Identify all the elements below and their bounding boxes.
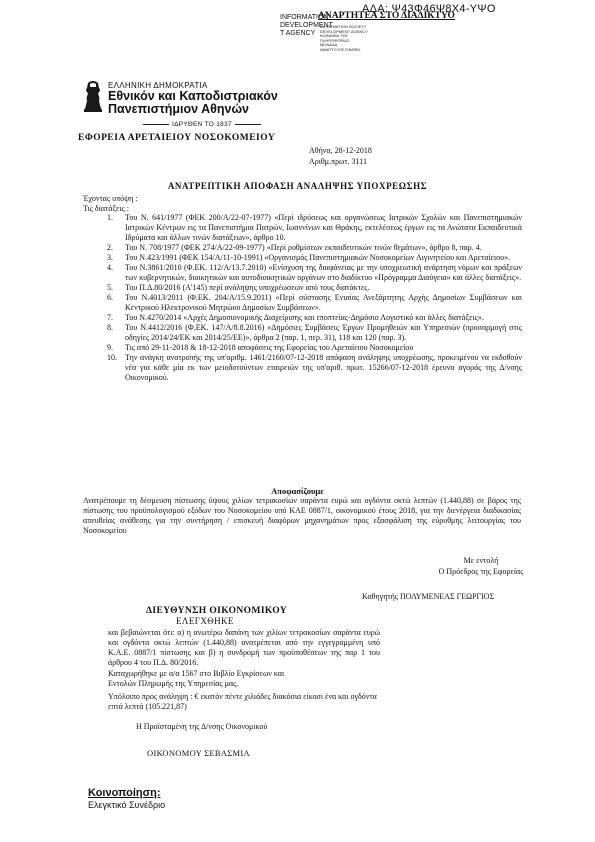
distribution-label: Κοινοποίηση:: [88, 787, 161, 799]
distribution-recipient: Ελεγκτικό Συνέδριο: [88, 800, 166, 810]
list-item: [107, 313, 522, 323]
ada-code: ΑΔΑ: Ψ43Φ46Ψ8Χ4-ΥΨΟ: [362, 3, 496, 15]
item-number: 9.: [107, 343, 113, 352]
item-number: 1.: [107, 213, 113, 222]
item-text: Του Ν. 708/1977 (ΦΕΚ 274/Α/22-09-1977) «Περί ρυθμίσεων εκπαιδευτικών τινών θεμάτων», άρθρο 8, παρ. 4.: [125, 243, 482, 252]
document-date: Αθήνα, 28-12-2018: [309, 146, 372, 155]
list-item: [107, 343, 522, 353]
item-text: Του Π.Δ.80/2016 (Α'145) περί ανάληψης υποχρέωσεων από τους διατάκτες.: [125, 283, 370, 292]
list-item: [107, 263, 522, 283]
checked-label: ΕΛΕΓΧΘΗΚΕ: [176, 616, 234, 626]
list-item: [107, 293, 522, 313]
list-item: [107, 253, 522, 263]
list-item: [107, 283, 522, 293]
item-number: 6.: [107, 293, 113, 302]
stamp-title: ΑΝΑΡΤΗΤΕΑ ΣΤΟ ΔΙΑΔΙΚΤΥΟ: [318, 11, 455, 21]
decision-heading: Αποφασίζουμε: [271, 486, 324, 496]
item-text: Του Ν.4412/2016 (Φ.ΕΚ. 147/Α/8.8.2016) «Δημόσιες Συμβάσεις Έργων Προμηθειών και Υπηρεσιών (προσαρμογή στις οδηγίες 2014/24/ΕΚ και 2014/25/ΕΕ)», άρθρα 2 (παρ. 1, περ. 31), 118 και 120 (παρ. 3).: [125, 323, 522, 342]
finance-head-name: ΟΙΚΟΝΟΜΟΥ ΣΕΒΑΣΜΙΑ: [147, 748, 250, 758]
agency-line: DEVELOPMENT: [280, 22, 333, 29]
list-item: [107, 213, 522, 243]
booking-line: Καταχωρήθηκε με α/α 1567 στο Βιβλίο Εγκρίσεων και: [108, 669, 285, 678]
stamp-tiny-text: [320, 25, 368, 53]
stamp-tiny-line: ΑΝΑΠΤΥΞΗΣ ΕΦΑΡΜ.: [320, 46, 361, 52]
university-name-line: Πανεπιστήμιον Αθηνών: [108, 102, 250, 116]
president-signature-block: [426, 556, 536, 577]
university-name: [108, 90, 278, 116]
country-name: ΕΛΛΗΝΙΚΗ ΔΗΜΟΚΡΑΤΙΑ: [108, 81, 208, 90]
list-item: [107, 323, 522, 343]
intro-line: Τις διατάξεις :: [83, 204, 129, 213]
item-number: 5.: [107, 283, 113, 292]
stamp-tiny-line: ΚΟΙΝΩΝΙΑ ΤΗΣ: [320, 33, 348, 39]
item-number: 2.: [107, 243, 113, 252]
item-number: 8.: [107, 323, 113, 332]
item-text: Του Ν.4013/2011 (Φ.ΕΚ. 204/Α/15.9.2011) «Περί σύστασης Ενιαίας Ανεξάρτητης Αρχής Δημοσίων Συμβάσεων και Κεντρικού Ηλεκτρονικού Μητρώου Δημοσίων Συμβάσεων».: [125, 293, 522, 312]
legal-provisions-list: [107, 213, 522, 383]
item-number: 10.: [107, 353, 117, 362]
athena-seal-icon: [82, 79, 104, 113]
item-number: 4.: [107, 263, 113, 272]
signatory-role: Ο Πρόεδρος της Εφορείας: [438, 566, 524, 576]
stamp-tiny-line: ΠΛΗΡΟΦΟΡΙΑΣ: [320, 37, 350, 43]
finance-directorate-heading: ΔΙΕΥΘΥΝΣΗ ΟΙΚΟΝΟΜΙΚΟΥ: [146, 606, 288, 616]
item-text: Την ανάγκη ανατροπής της υπ'αριθμ. 1461/2160/07-12-2018 απόφαση ανάληψης υποχρέωσης, προκειμένου να εκδοθούν νέα για κάθε μία εκ των μειοδοτούντων εταιρειών της υπ'αριθ. πρωτ. 15266/07-12-2018 έρευνα αγοράς της Δ/νσης Οικονομικού.: [125, 353, 522, 382]
ephoreia-heading: ΕΦΟΡΕΙΑ ΑΡΕΤΑΙΕΙΟΥ ΝΟΣΟΚΟΜΕΙΟΥ: [78, 133, 276, 143]
decision-text: Ανατρέπουμε τη δέσμευση πίστωσης ύψους χιλίων τετρακοσίων σαράντα ευρώ και ογδόντα οκτώ λεπτών (1.440,88) σε βάρος της πίστωσης του προϋπολογισμού εξόδων του Νοσοκομείου υπό ΚΑΕ 0887/1, οικονομικού έτους 2018, για την διενέργεια διαδικασίας απευθείας ανάθεσης για την συντήρηση / επισκευή διαφόρων μηχανημάτων προς εξασφάλιση της εύρυθμης λειτουργίας του Νοσοκομείου: [83, 496, 521, 535]
booking-line: Εντολών Πληρωμής της Υπηρεσίας μας.: [108, 679, 239, 688]
agency-line: T AGENCY: [280, 30, 316, 37]
remaining-balance-text: Υπόλοιπο προς ανάληψη : € εκατόν πέντε χιλιάδες διακόσια είκοσι ένα και ογδόντα επτά λεπτά (105.221,87): [108, 692, 377, 711]
item-text: Του Ν. 641/1977 (ΦΕΚ 200/Α/22-07-1977) «Περί ιδρύσεως και οργανώσεως Ιατρικών Σχολών και Πανεπιστημιακών Ιατρικών Κέντρων εις τα Πανεπιστήμια Πατρών, Ιωαννίνων και Θράκης, εκτελέσεως έργων εις τα Ανώτατα Εκπαιδευτικά Ιδρύματα και άλλων τινών διατάξεων», άρθρο 10.: [125, 213, 522, 242]
signatory-name: Καθηγητής ΠΟΛΥΜΕΝΕΑΣ ΓΕΩΡΓΙΟΣ: [362, 592, 495, 601]
stamp-tiny-line: ΜΟΝΑΔΑ: [320, 42, 338, 48]
list-item: [107, 243, 522, 253]
document-title: ΑΝΑΤΡΕΠΤΙΚΗ ΑΠΟΦΑΣΗ ΑΝΑΛΗΨΗΣ ΥΠΟΧΡΕΩΣΗΣ: [167, 181, 428, 191]
on-behalf-line: Με εντολή: [463, 556, 499, 565]
item-number: 7.: [107, 313, 113, 322]
stamp-tiny-line: INFORMATION SOCIETY: [320, 24, 367, 29]
protocol-number: Αριθμ.πρωτ. 3111: [309, 156, 367, 166]
university-name-line: Εθνικόν και Καποδιστριακόν: [108, 89, 278, 103]
intro-line: Έχοντας υπόψη :: [83, 194, 138, 203]
item-text: Τις από 29-11-2018 & 18-12-2018 αποφάσεις της Εφορείας του Αρεταίειου Νοσοκομείου: [125, 343, 414, 352]
list-item: [107, 353, 522, 383]
stamp-tiny-line: DEVELOPMENT AGENCY: [320, 28, 368, 34]
item-text: Του Ν.4270/2014 «Αρχές Δημοσιονομικής Διαχείρισης και εποπτείας-Δημόσιο Λογιστικό και άλλες διατάξεις».: [125, 313, 484, 322]
verification-text: και βεβαιώνεται ότι: α) η ανωτέρω δαπάνη των χιλίων τετρακοσίων σαράντα ευρώ και ογδόντα οκτώ λεπτών (1.440,88) ανατρέπεται από την εγγεγραμμένη υπό Κ.Α.Ε. 0887/1 πίστωσης και β) η συνδρομή των προϋποθέσεων της παρ 1 του άρθρου 4 του Π.Δ. 80/2016.: [108, 628, 380, 667]
date-block: [309, 146, 372, 167]
intro-block: [83, 194, 138, 214]
booking-text: [108, 669, 380, 689]
item-number: 3.: [107, 253, 113, 262]
finance-head-role: Η Προϊσταμένη της Δ/νσης Οικονομικού: [136, 722, 268, 731]
agency-line: INFORMATION: [280, 14, 329, 21]
item-text: Του Ν.3861/2010 (Φ.ΕΚ. 112/Α/13.7.2010) «Ενίσχυση της διαφάνειας με την υποχρεωτική ανάρτηση νόμων και πράξεων των κυβερνητικών, διοικητικών και αυτοδιοικητικών οργάνων στο διαδίκτυο «Πρόγραμμα Διαύγεια» και άλλες διατάξεις».: [125, 263, 522, 282]
founded-line: ΙΔΡΥΘΕΝ ΤΟ 1837: [140, 121, 264, 128]
item-text: Του Ν.423/1991 (ΦΕΚ 154/Α/11-10-1991) «Οργανισμός Πανεπιστημιακών Νοσοκομείων Αιγινητείου και Αρεταίειου».: [125, 253, 511, 262]
